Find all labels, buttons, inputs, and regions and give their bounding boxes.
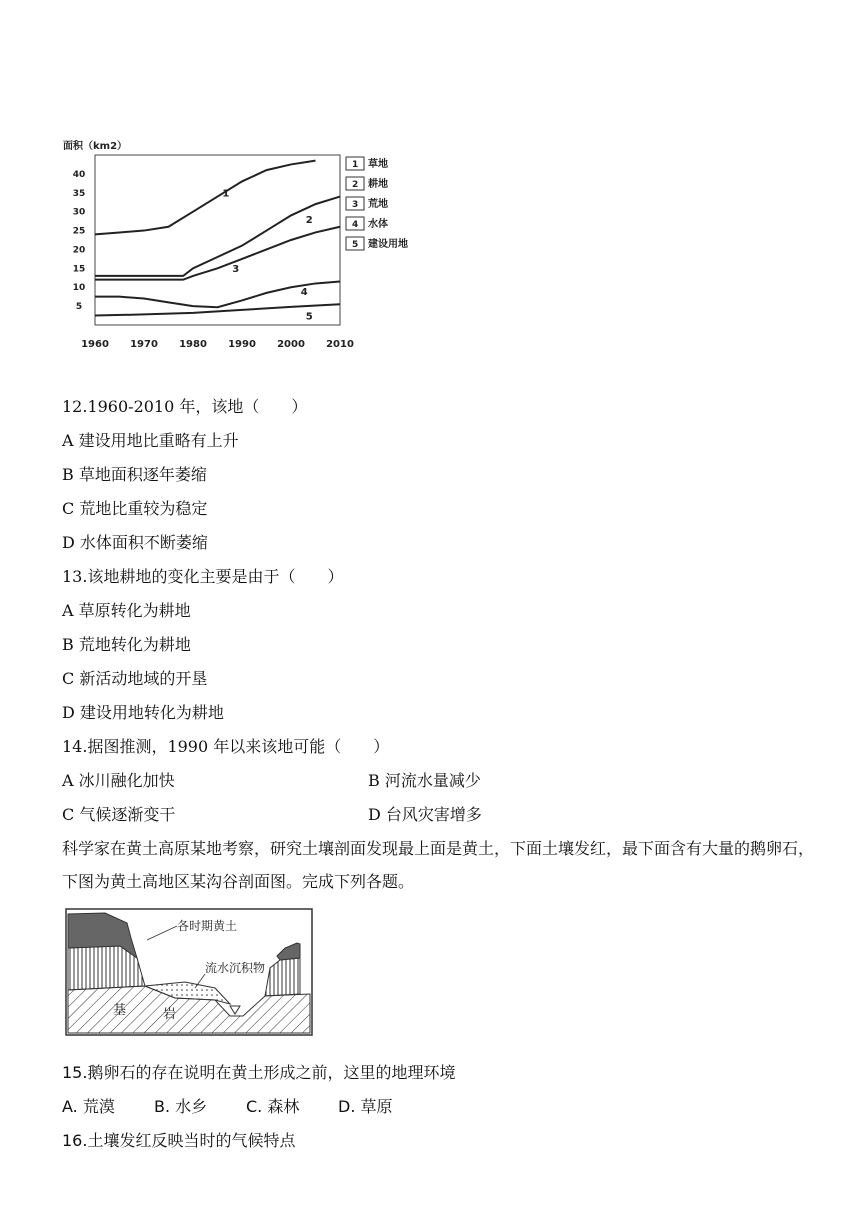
legend-label: 水体 <box>368 219 388 230</box>
legend-number: 1 <box>352 160 359 170</box>
intro-paragraph: 科学家在黄土高原某地考察，研究土壤剖面发现最上面是黄土，下面土壤发红，最下面含有大量的鹅卵石，下图为黄土高地区某沟谷剖面图。完成下列各题。 <box>62 839 815 891</box>
x-tick-label: 1970 <box>130 339 158 350</box>
q15-option-b: B. 水乡 <box>154 1097 208 1116</box>
series-line <box>95 304 340 315</box>
x-tick-label: 2000 <box>277 339 305 350</box>
x-tick-labels <box>81 339 354 350</box>
series-line <box>95 161 316 235</box>
plot-frame <box>95 155 340 325</box>
curve-number: 3 <box>232 264 240 276</box>
q12-stem: 12.1960-2010 年，该地（ ） <box>62 397 308 416</box>
x-tick-label: 1980 <box>179 339 207 350</box>
q14-option-d: D 台风灾害增多 <box>368 805 482 824</box>
x-tick-label: 2010 <box>326 339 354 350</box>
q14-option-a: A 冰川融化加快 <box>62 771 175 790</box>
bedrock-label-1: 基 <box>113 1003 127 1018</box>
y-tick-label: 25 <box>72 226 86 237</box>
legend-number: 4 <box>352 220 359 230</box>
q14-option-c: C 气候逐渐变干 <box>62 805 176 824</box>
legend <box>346 157 408 250</box>
y-tick-label: 15 <box>72 264 86 275</box>
legend-number: 5 <box>352 240 359 250</box>
curve-number: 2 <box>305 215 313 226</box>
q14-option-b: B 河流水量减少 <box>368 771 481 790</box>
q13-option-c: C 新活动地域的开垦 <box>62 669 208 688</box>
legend-label: 荒地 <box>368 199 388 210</box>
q12-option-a: A 建设用地比重略有上升 <box>62 431 239 450</box>
q16-stem: 16.土壤发红反映当时的气候特点 <box>62 1131 296 1150</box>
legend-number: 3 <box>352 200 359 210</box>
y-tick-label: 10 <box>72 283 86 294</box>
q12-option-c: C 荒地比重较为稳定 <box>62 499 208 518</box>
sediment-label: 流水沉积物 <box>205 961 266 975</box>
y-tick-labels <box>73 170 86 312</box>
q15-option-c: C. 森林 <box>246 1097 300 1116</box>
y-tick-label: 5 <box>75 302 83 313</box>
curve-number: 4 <box>300 286 308 298</box>
q15-stem: 15.鹅卵石的存在说明在黄土形成之前，这里的地理环境 <box>62 1063 456 1082</box>
series-line <box>95 227 340 280</box>
loess-label: 各时期黄土 <box>177 919 238 933</box>
y-axis-label: 面积（km2） <box>63 141 128 152</box>
q15-option-d: D. 草原 <box>338 1097 393 1116</box>
legend-number: 2 <box>352 180 359 190</box>
bedrock-label-2: 岩 <box>163 1007 177 1022</box>
y-tick-label: 30 <box>72 207 86 218</box>
q12-option-d: D 水体面积不断萎缩 <box>62 533 208 552</box>
q13-option-d: D 建设用地转化为耕地 <box>62 703 224 722</box>
legend-label: 草地 <box>368 159 388 170</box>
x-tick-label: 1960 <box>81 339 109 350</box>
q13-option-b: B 荒地转化为耕地 <box>62 635 191 654</box>
gully-profile-diagram <box>65 908 315 1038</box>
x-tick-label: 1990 <box>228 339 256 350</box>
y-tick-label: 35 <box>72 188 86 199</box>
curve-number: 1 <box>222 188 230 200</box>
legend-label: 耕地 <box>368 179 388 190</box>
legend-label: 建设用地 <box>368 239 408 250</box>
y-tick-label: 40 <box>72 169 86 180</box>
q14-stem: 14.据图推测，1990 年以来该地可能（ ） <box>62 737 390 756</box>
y-tick-label: 20 <box>72 245 86 256</box>
curve-number: 5 <box>305 311 313 323</box>
q15-options <box>62 1097 393 1117</box>
q15-option-a: A. 荒漠 <box>62 1097 115 1116</box>
q13-option-a: A 草原转化为耕地 <box>62 601 191 620</box>
q13-stem: 13.该地耕地的变化主要是由于（ ） <box>62 567 344 586</box>
q12-option-b: B 草地面积逐年萎缩 <box>62 465 207 484</box>
land-area-chart <box>55 135 425 360</box>
